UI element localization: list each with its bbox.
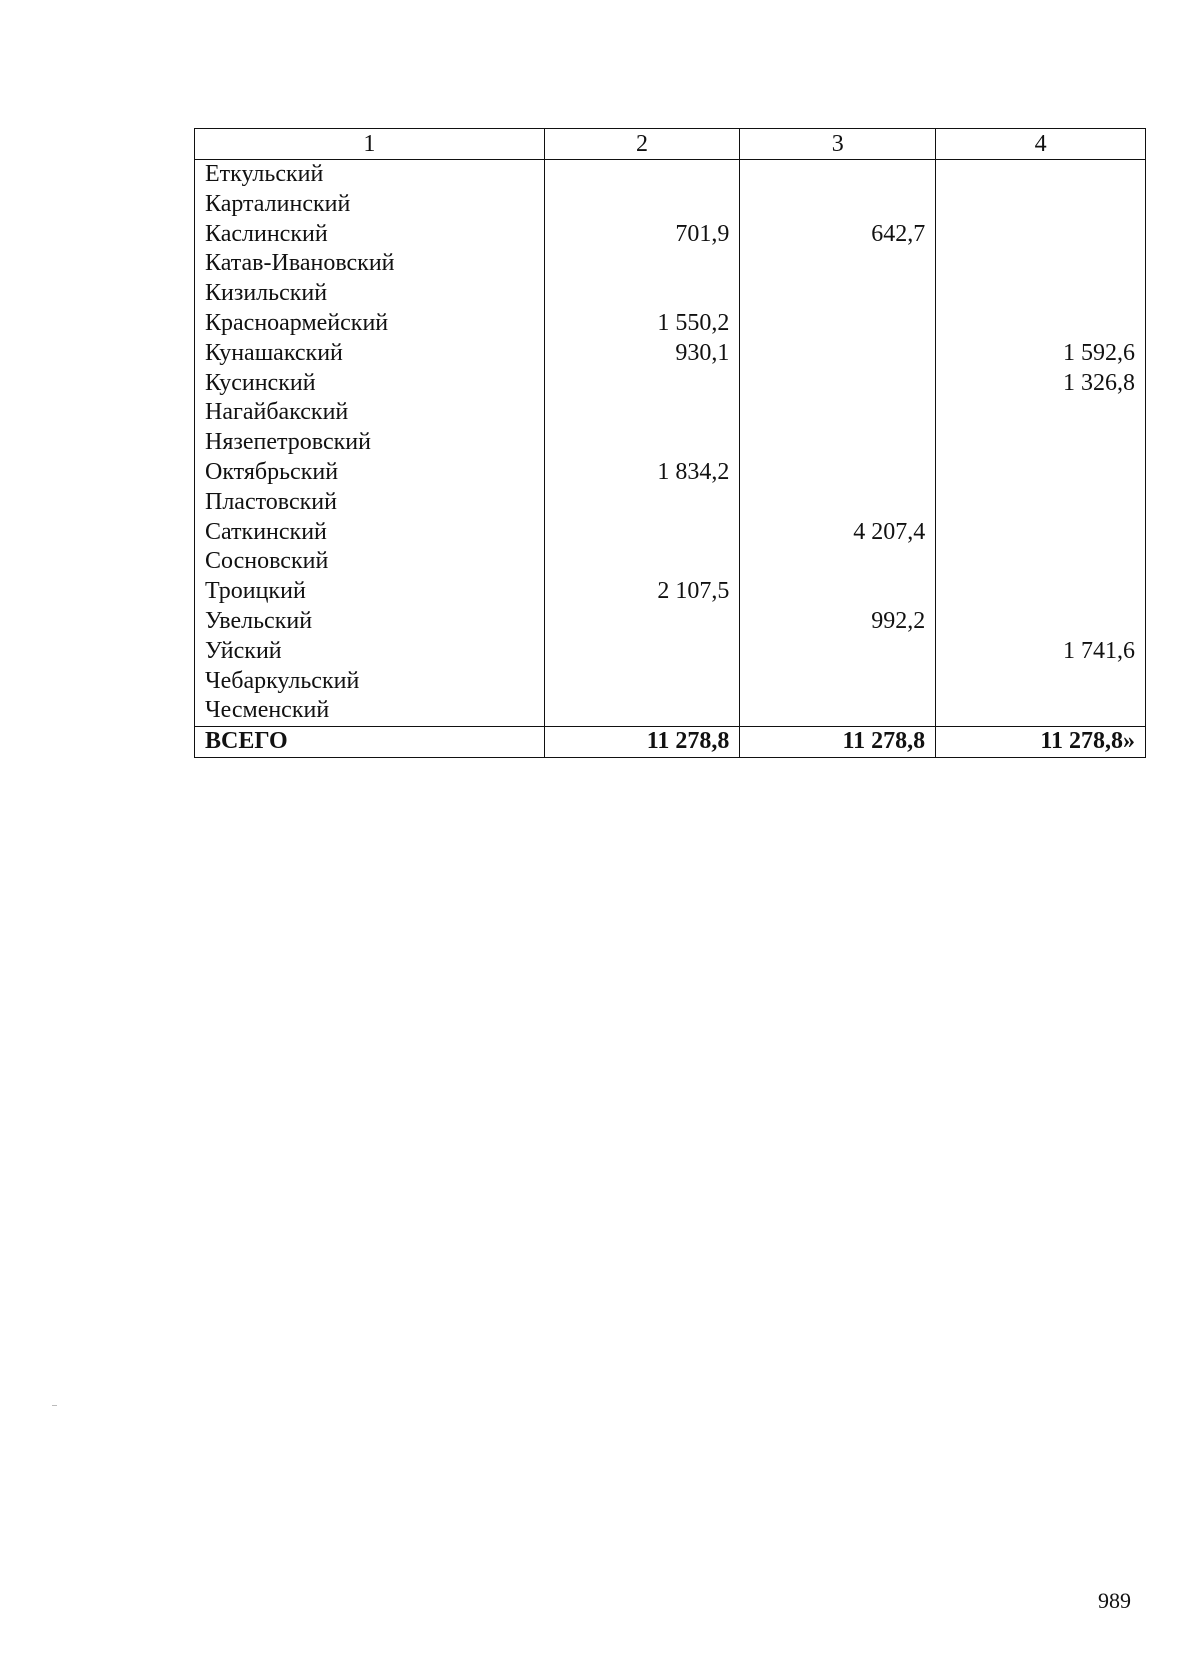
total-row [195,727,1146,758]
value-col-2 [544,518,740,548]
total-col-2: 11 278,8 [544,727,740,758]
value-col-2 [544,160,740,190]
page-number: 989 [1098,1588,1131,1613]
value-col-2 [544,428,740,458]
value-col-3 [740,190,936,220]
value-col-3 [740,696,936,726]
value-col-2: 2 107,5 [544,577,740,607]
district-name: Кусинский [195,369,545,399]
header-row [195,129,1146,160]
table-row [195,667,1146,697]
value-col-2: 930,1 [544,339,740,369]
value-col-2 [544,696,740,726]
table-row [195,220,1146,250]
value-col-2: 1 550,2 [544,309,740,339]
value-col-4 [936,577,1146,607]
value-col-3 [740,309,936,339]
table-row [195,518,1146,548]
distribution-table [194,128,1146,758]
table-row [195,577,1146,607]
value-col-4 [936,696,1146,726]
table-row [195,607,1146,637]
value-col-2 [544,279,740,309]
value-col-4 [936,279,1146,309]
value-col-3 [740,249,936,279]
district-name: Кизильский [195,279,545,309]
total-col-3: 11 278,8 [740,727,936,758]
value-col-2 [544,637,740,667]
value-col-2 [544,369,740,399]
district-name: Чесменский [195,696,545,726]
value-col-4: 1 592,6 [936,339,1146,369]
value-col-3 [740,339,936,369]
table-row [195,696,1146,726]
district-name: Увельский [195,607,545,637]
value-col-2 [544,547,740,577]
value-col-3: 992,2 [740,607,936,637]
value-col-2 [544,488,740,518]
district-name: Октябрьский [195,458,545,488]
value-col-3 [740,637,936,667]
district-name: Уйский [195,637,545,667]
table-row [195,369,1146,399]
value-col-3: 4 207,4 [740,518,936,548]
district-name: Каслинский [195,220,545,250]
table-footer [195,727,1146,758]
district-name: Чебаркульский [195,667,545,697]
value-col-4: 1 741,6 [936,637,1146,667]
table-row [195,339,1146,369]
value-col-4 [936,160,1146,190]
district-name: Еткульский [195,160,545,190]
table-row [195,547,1146,577]
value-col-4 [936,220,1146,250]
value-col-3 [740,398,936,428]
table-row [195,190,1146,220]
table-row [195,398,1146,428]
header-col-1: 1 [195,129,545,160]
value-col-4 [936,607,1146,637]
value-col-4 [936,398,1146,428]
value-col-3 [740,428,936,458]
table-row [195,160,1146,190]
value-col-4 [936,547,1146,577]
district-name: Нязепетровский [195,428,545,458]
value-col-3 [740,369,936,399]
value-col-2: 1 834,2 [544,458,740,488]
district-name: Саткинский [195,518,545,548]
table-row [195,249,1146,279]
value-col-4 [936,488,1146,518]
district-name: Кунашакский [195,339,545,369]
district-name: Сосновский [195,547,545,577]
table-row [195,279,1146,309]
total-col-4: 11 278,8» [936,727,1146,758]
district-name: Пластовский [195,488,545,518]
district-name: Карталинский [195,190,545,220]
table-row [195,637,1146,667]
value-col-3 [740,279,936,309]
table-row [195,458,1146,488]
value-col-2: 701,9 [544,220,740,250]
value-col-4 [936,518,1146,548]
value-col-4 [936,190,1146,220]
table-row [195,488,1146,518]
scan-artifact [52,1405,57,1406]
district-name: Катав-Ивановский [195,249,545,279]
value-col-3 [740,488,936,518]
header-col-3: 3 [740,129,936,160]
value-col-3 [740,547,936,577]
value-col-4 [936,249,1146,279]
value-col-4 [936,667,1146,697]
district-name: Троицкий [195,577,545,607]
value-col-4 [936,428,1146,458]
value-col-3: 642,7 [740,220,936,250]
value-col-4 [936,458,1146,488]
header-col-4: 4 [936,129,1146,160]
value-col-4: 1 326,8 [936,369,1146,399]
table-row [195,309,1146,339]
table-body [195,160,1146,727]
value-col-3 [740,458,936,488]
value-col-4 [936,309,1146,339]
table-header [195,129,1146,160]
total-label: ВСЕГО [195,727,545,758]
value-col-3 [740,667,936,697]
value-col-2 [544,667,740,697]
value-col-2 [544,398,740,428]
value-col-3 [740,577,936,607]
value-col-3 [740,160,936,190]
header-col-2: 2 [544,129,740,160]
value-col-2 [544,607,740,637]
district-name: Нагайбакский [195,398,545,428]
value-col-2 [544,249,740,279]
district-name: Красноармейский [195,309,545,339]
value-col-2 [544,190,740,220]
table-row [195,428,1146,458]
